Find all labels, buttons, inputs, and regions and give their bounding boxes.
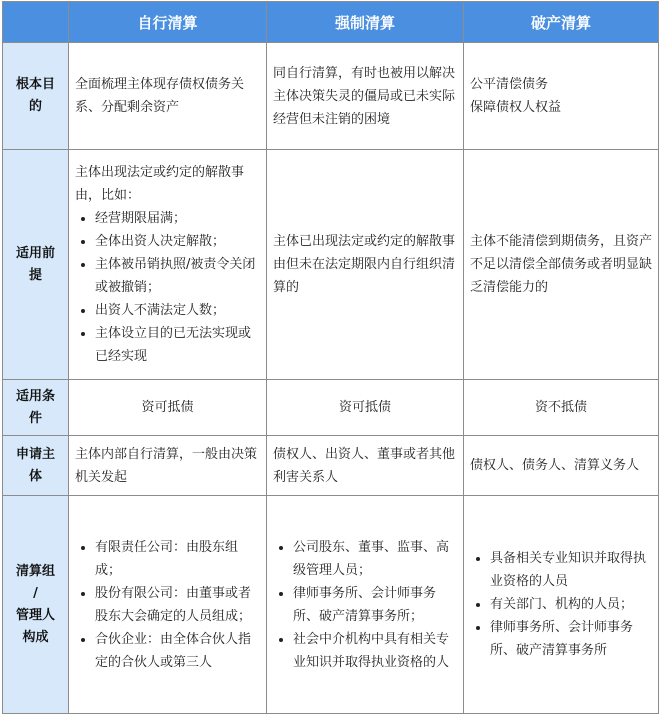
row-label-premise-line2: 提	[28, 267, 42, 283]
team-bankruptcy-list	[470, 547, 652, 662]
applicant-bankruptcy: 债权人、债务人、清算义务人	[464, 436, 659, 496]
list-item: • 律师事务所、会计师事务所、破产清算事务所	[490, 616, 652, 662]
list-item: • 律师事务所、会计师事务所、破产清算事务所；	[293, 582, 457, 628]
row-label-condition	[3, 380, 69, 436]
row-label-team-line4: 构成	[22, 629, 49, 645]
row-label-applicant	[3, 436, 69, 496]
list-item: • 有限责任公司：由股东组成；	[95, 536, 260, 582]
list-item: • 具备相关专业知识并取得执业资格的人员	[490, 547, 652, 593]
table-row-applicant	[3, 436, 659, 496]
team-forced-list	[273, 536, 457, 674]
purpose-self: 全面梳理主体现存债权债务关系、分配剩余资产	[69, 43, 267, 150]
list-item: • 全体出资人决定解散；	[95, 230, 260, 253]
premise-bankruptcy: 主体不能清偿到期债务，且资产不足以清偿全部债务或者明显缺乏清偿能力的	[464, 150, 659, 380]
row-label-team-line2: /	[33, 585, 38, 601]
team-forced	[267, 496, 464, 714]
team-self-list	[75, 536, 260, 674]
applicant-self: 主体内部自行清算，一般由决策机关发起	[69, 436, 267, 496]
list-item: • 主体被吊销执照/被责令关闭或被撤销；	[95, 253, 260, 299]
list-item: • 经营期限届满；	[95, 207, 260, 230]
purpose-bankruptcy-line2: 保障债权人权益	[470, 100, 562, 115]
row-label-applicant-line1: 申请主	[15, 446, 55, 462]
condition-forced: 资可抵债	[267, 380, 464, 436]
premise-self-intro: 主体出现法定或约定的解散事由，比如：	[75, 165, 245, 203]
row-label-premise	[3, 150, 69, 380]
list-item: • 公司股东、董事、监事、高级管理人员；	[293, 536, 457, 582]
list-item: • 出资人不满法定人数；	[95, 299, 260, 322]
row-label-purpose-line1: 根本目	[15, 77, 55, 92]
row-label-purpose	[3, 43, 69, 150]
purpose-forced: 同自行清算，有时也被用以解决主体决策失灵的僵局或已未实际经营但未注销的困境	[267, 43, 464, 150]
premise-self-list	[75, 207, 260, 368]
list-item: • 股份有限公司：由董事或者股东大会确定的人员组成；	[95, 582, 260, 628]
purpose-bankruptcy	[464, 43, 659, 150]
row-label-purpose-line2: 的	[28, 99, 42, 114]
table-row-purpose	[3, 43, 659, 150]
liquidation-comparison-table	[2, 1, 659, 714]
premise-forced: 主体已出现法定或约定的解散事由但未在法定期限内自行组织清算的	[267, 150, 464, 380]
applicant-forced: 债权人、出资人、董事或者其他利害关系人	[267, 436, 464, 496]
team-bankruptcy	[464, 496, 659, 714]
row-label-team-line3: 管理人	[15, 607, 55, 623]
header-self-liquidation: 自行清算	[69, 2, 267, 43]
row-label-team	[3, 496, 69, 714]
row-label-team-line1: 清算组	[15, 563, 55, 579]
header-bankruptcy-liquidation: 破产清算	[464, 2, 659, 43]
list-item: • 社会中介机构中具有相关专业知识并取得执业资格的人	[293, 628, 457, 674]
row-label-condition-line1: 适用条	[15, 388, 55, 404]
row-label-premise-line1: 适用前	[15, 245, 55, 261]
list-item: • 合伙企业：由全体合伙人指定的合伙人或第三人	[95, 628, 260, 674]
table-header-row	[3, 2, 659, 43]
table-row-condition	[3, 380, 659, 436]
row-label-applicant-line2: 体	[28, 468, 42, 484]
premise-self	[69, 150, 267, 380]
header-forced-liquidation: 强制清算	[267, 2, 464, 43]
header-corner	[3, 2, 69, 43]
list-item: • 主体设立目的已无法实现或已经实现	[95, 322, 260, 368]
team-self	[69, 496, 267, 714]
table-row-premise	[3, 150, 659, 380]
condition-self: 资可抵债	[69, 380, 267, 436]
condition-bankruptcy: 资不抵债	[464, 380, 659, 436]
row-label-condition-line2: 件	[28, 410, 42, 426]
purpose-bankruptcy-line1: 公平清偿债务	[470, 77, 549, 92]
table-row-team	[3, 496, 659, 714]
list-item: • 有关部门、机构的人员；	[490, 593, 652, 616]
